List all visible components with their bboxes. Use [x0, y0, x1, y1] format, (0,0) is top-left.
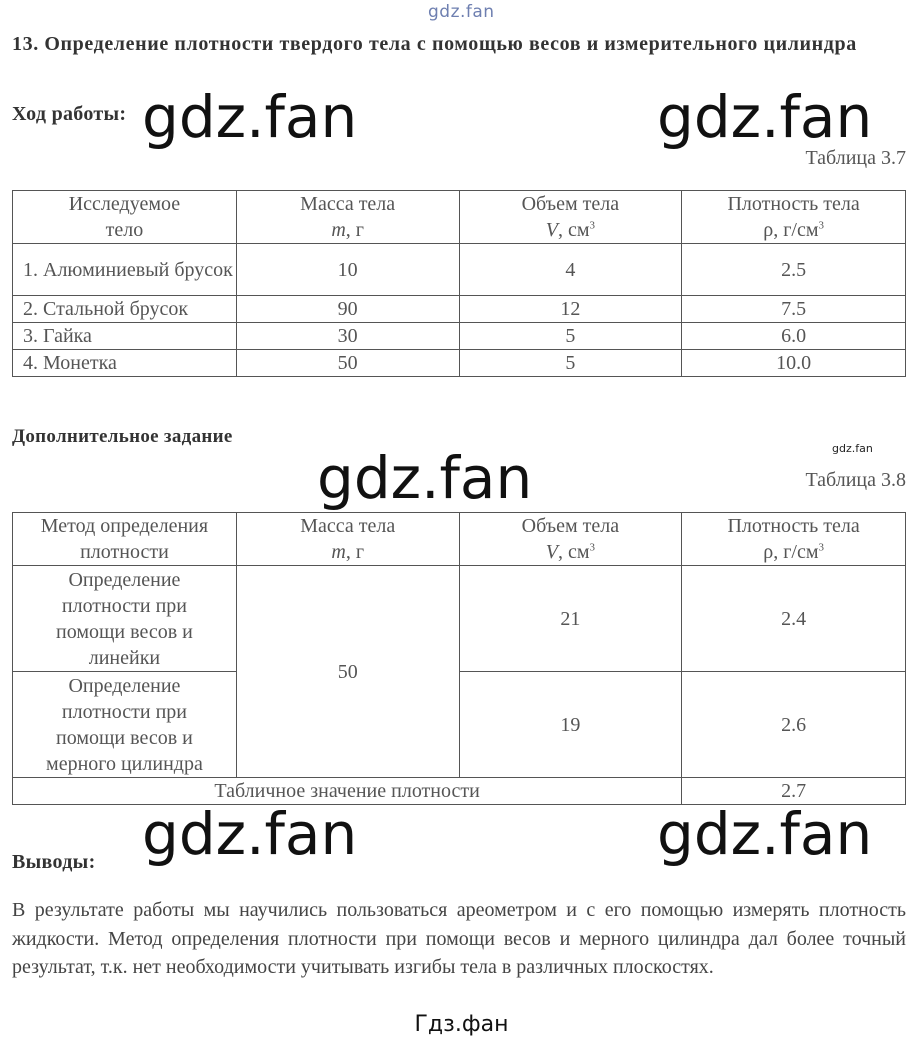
table2-caption: Таблица 3.8	[805, 469, 906, 491]
header-label: Метод определения	[40, 515, 209, 537]
cell-density: 7.5	[682, 296, 906, 323]
header-unit: , г/см	[773, 541, 819, 563]
header-unit-sup: 3	[818, 541, 824, 554]
header-cell	[13, 191, 237, 244]
header-unit: , см	[557, 219, 590, 241]
cell-name: 1. Алюминиевый брусок	[13, 244, 237, 296]
section-work-heading: Ход работы:	[12, 103, 127, 125]
watermark-big: gdz.fan	[657, 800, 873, 868]
header-unit: , см	[557, 541, 590, 563]
header-label: Объем тела	[521, 515, 620, 537]
header-label: плотности	[80, 541, 169, 563]
header-cell	[236, 513, 459, 566]
header-unit-sup: 3	[589, 219, 595, 232]
watermark-top: gdz.fan	[428, 2, 495, 22]
header-unit: , г/см	[773, 219, 819, 241]
header-cell	[682, 191, 906, 244]
cell-mass: 90	[236, 296, 459, 323]
table-header-row	[13, 513, 906, 566]
watermark-big: gdz.fan	[317, 444, 533, 512]
header-symbol: ρ	[763, 541, 774, 563]
header-label: Плотность тела	[727, 193, 860, 215]
cell-density: 2.4	[682, 566, 906, 672]
cell-name: 2. Стальной брусок	[13, 296, 237, 323]
header-symbol: V	[545, 541, 558, 563]
cell-name: 4. Монетка	[13, 350, 237, 377]
cell-density: 10.0	[682, 350, 906, 377]
header-cell	[13, 513, 237, 566]
table-row	[13, 296, 906, 323]
header-cell	[682, 513, 906, 566]
header-symbol: m	[331, 219, 346, 241]
cell-volume: 21	[459, 566, 682, 672]
cell-mass: 10	[236, 244, 459, 296]
watermark-big: gdz.fan	[657, 83, 873, 151]
cell-mass: 50	[236, 350, 459, 377]
footer-watermark: Гдз.фан	[414, 1012, 509, 1037]
cell-volume: 12	[459, 296, 682, 323]
table-row	[13, 566, 906, 672]
cell-volume: 5	[459, 350, 682, 377]
watermark-small: gdz.fan	[832, 442, 873, 455]
watermark-big: gdz.fan	[142, 83, 358, 151]
header-label: Масса тела	[300, 193, 396, 215]
table-3-7	[12, 190, 906, 377]
table-row	[13, 244, 906, 296]
cell-density: 6.0	[682, 323, 906, 350]
header-label: Исследуемое	[68, 193, 181, 215]
page-title: 13. Определение плотности твердого тела с помощью весов и измерительного цилиндра	[12, 33, 857, 55]
header-symbol: ρ	[763, 219, 774, 241]
table-header-row	[13, 191, 906, 244]
cell-table-value: 2.7	[682, 778, 906, 805]
conclusion-text: В результате работы мы научились пользоваться ареометром и с его помощью измерять плотность жидкости. Метод определения плотности при помощи весов и мерного цилиндра дал более точный результат, т.к. нет необходимости учитывать изгибы тела в различных плоскостях.	[12, 899, 906, 978]
header-label: тело	[105, 219, 144, 241]
cell-mass-shared: 50	[236, 566, 459, 778]
header-label: Масса тела	[300, 515, 396, 537]
section-conclusions-heading: Выводы:	[12, 851, 96, 873]
header-unit: , г	[345, 219, 364, 241]
cell-table-value-label: Табличное значение плотности	[13, 778, 682, 805]
header-unit-sup: 3	[818, 219, 824, 232]
header-symbol: V	[545, 219, 558, 241]
cell-density: 2.6	[682, 672, 906, 778]
table-row	[13, 672, 906, 778]
cell-volume: 4	[459, 244, 682, 296]
table-3-8	[12, 512, 906, 805]
header-cell	[459, 191, 682, 244]
table-row	[13, 323, 906, 350]
table1-caption: Таблица 3.7	[805, 147, 906, 169]
cell-volume: 5	[459, 323, 682, 350]
watermark-big: gdz.fan	[142, 800, 358, 868]
header-label: Объем тела	[521, 193, 620, 215]
header-label: Плотность тела	[727, 515, 860, 537]
cell-density: 2.5	[682, 244, 906, 296]
cell-mass: 30	[236, 323, 459, 350]
cell-method: Определение плотности при помощи весов и мерного цилиндра	[13, 672, 237, 778]
cell-volume: 19	[459, 672, 682, 778]
header-unit-sup: 3	[589, 541, 596, 554]
section-extra-heading: Дополнительное задание	[12, 426, 233, 447]
header-unit: , г	[345, 541, 365, 563]
cell-method: Определение плотности при помощи весов и линейки	[13, 566, 237, 672]
header-cell	[459, 513, 682, 566]
table-row	[13, 350, 906, 377]
header-cell	[236, 191, 459, 244]
cell-name: 3. Гайка	[13, 323, 237, 350]
header-symbol: m	[331, 541, 346, 563]
